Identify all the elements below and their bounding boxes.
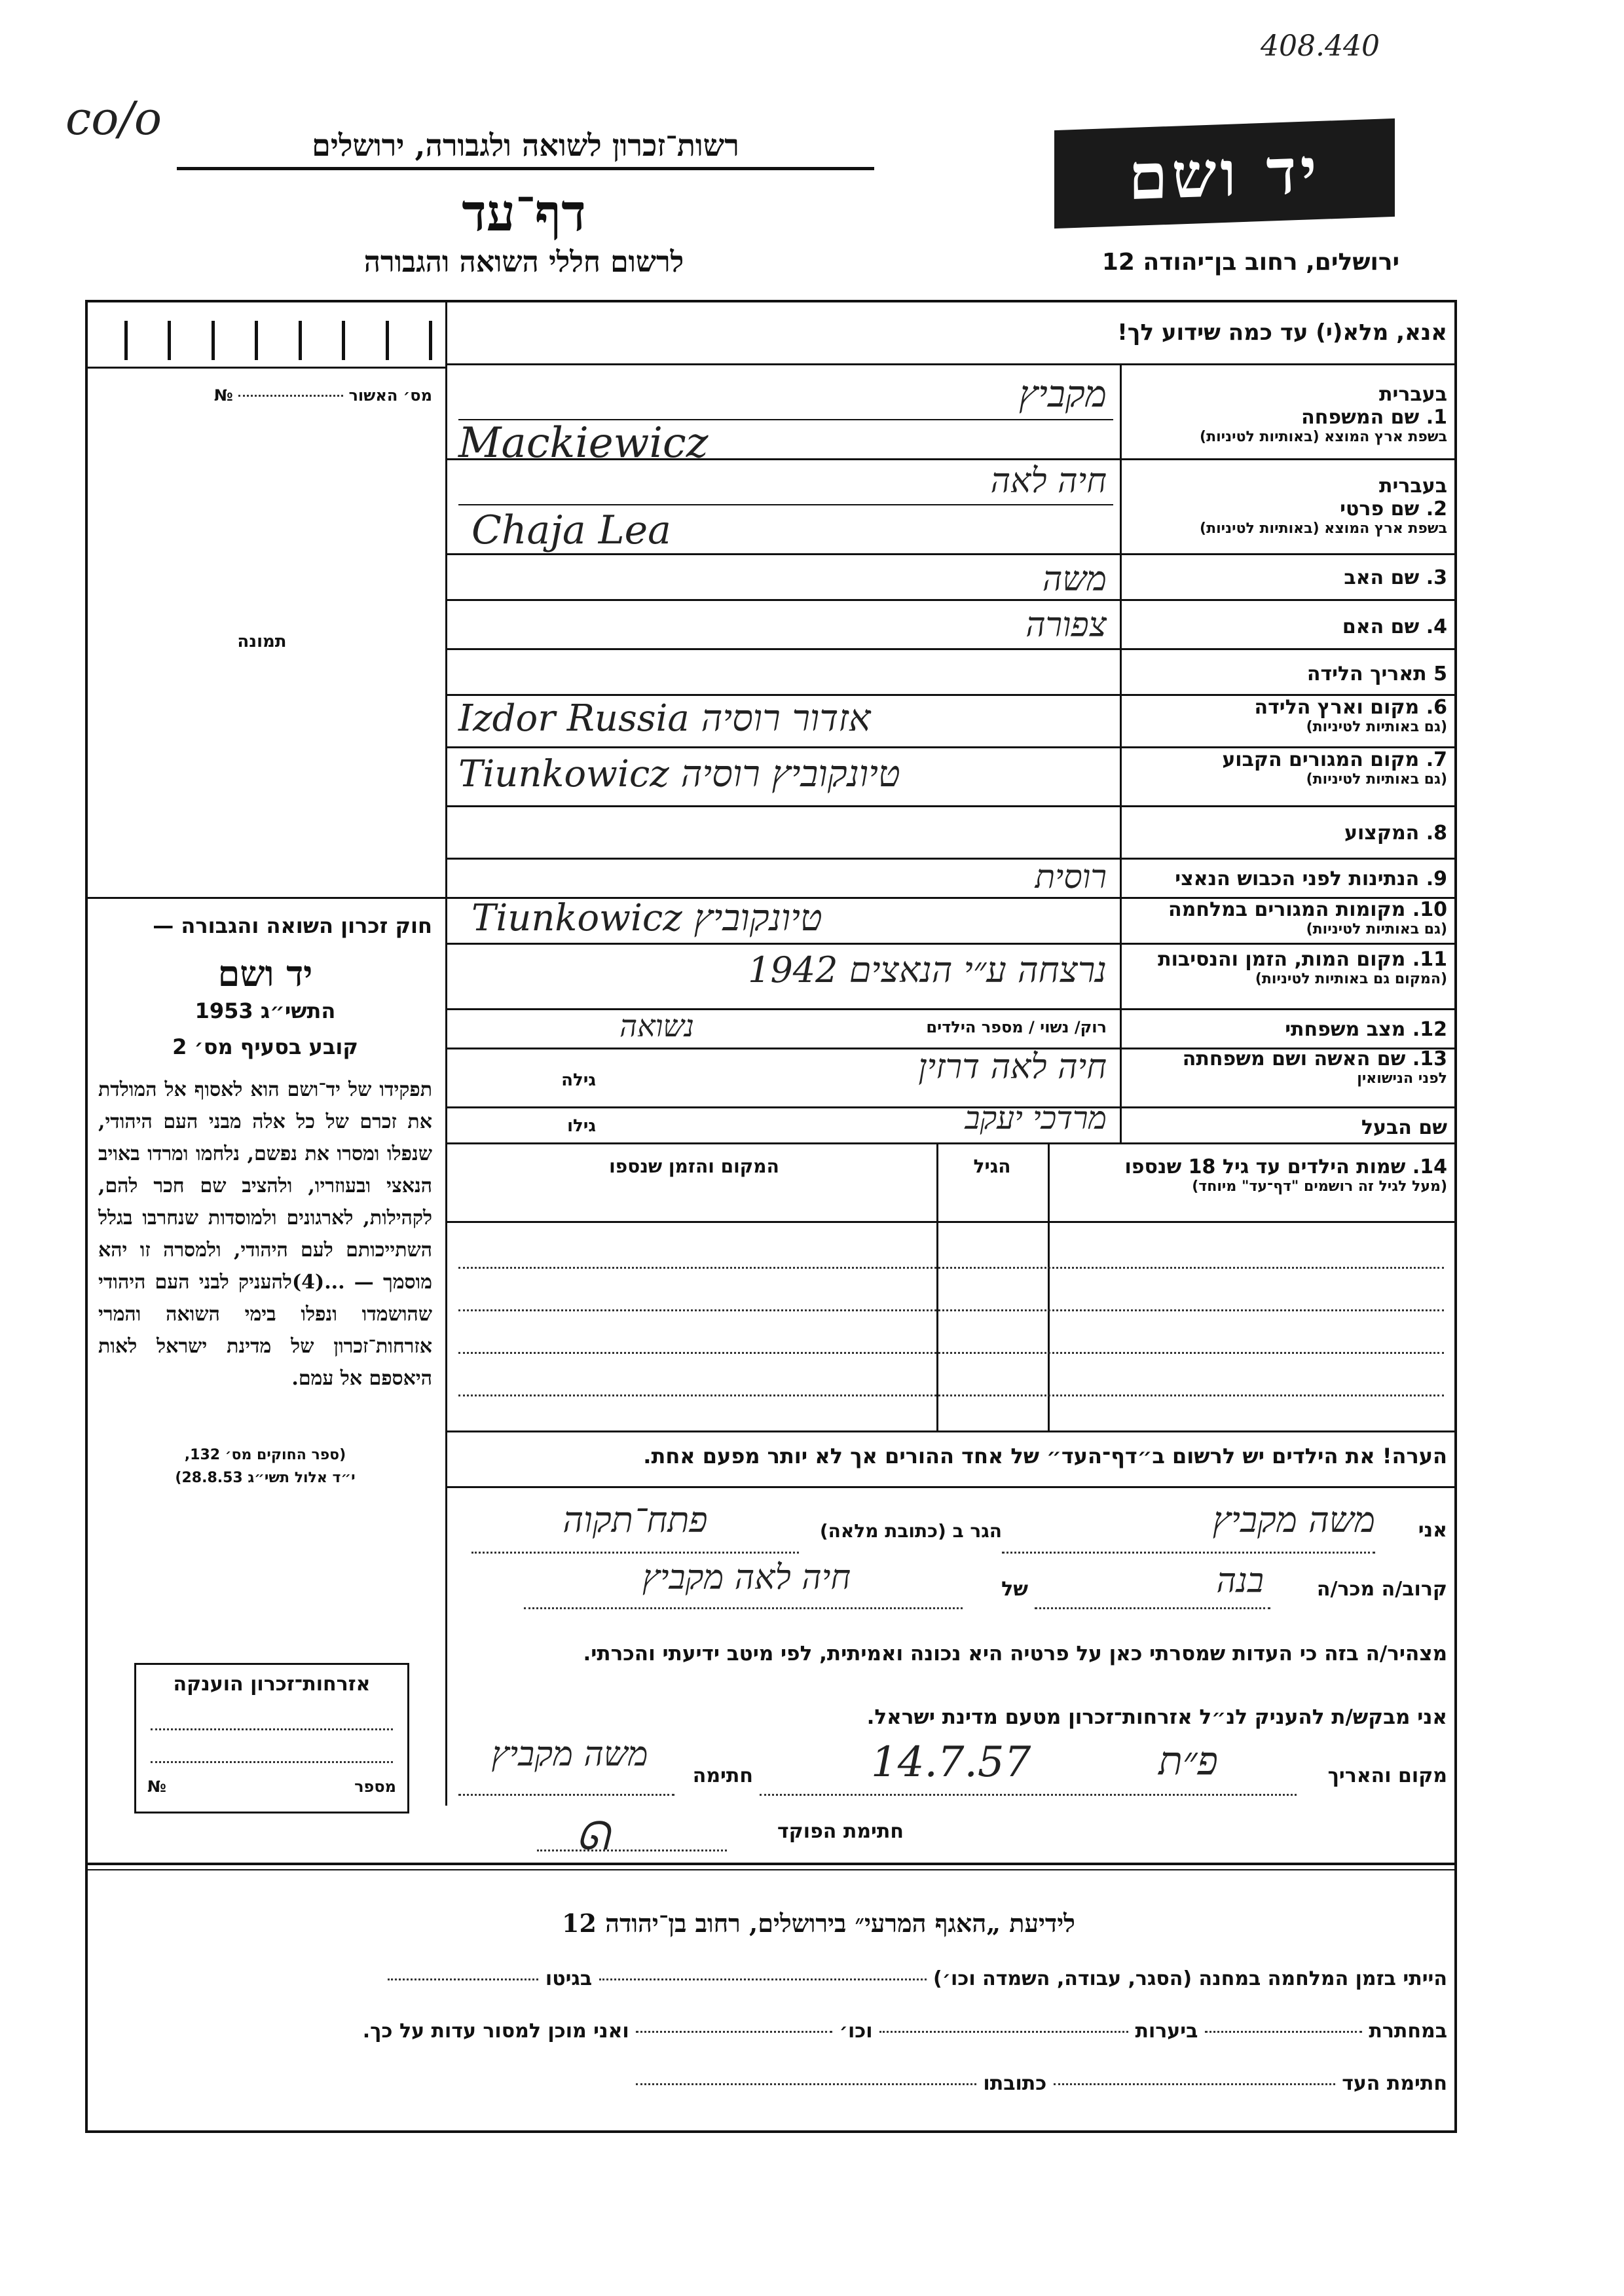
field-birth-place-label: 6. מקום וארץ הלידה (גם באותיות לטיניות) xyxy=(1254,696,1447,735)
official-signature-mark: ᘏ xyxy=(576,1813,609,1859)
official-signature-label: חתימת הפוקד xyxy=(777,1820,904,1843)
header-address: ירושלים, רחוב בן־יהודה 12 xyxy=(1101,249,1400,276)
field-marital-status-label: 12. מצב משפחתי xyxy=(1285,1018,1447,1041)
remark: הערה! את הילדים יש לרשום ב״דף־העד״ של אחד ההורים אך לא יותר מפעם אחת. xyxy=(643,1444,1447,1468)
field-war-residence-label: 10. מקומות המגורים במלחמה (גם באותיות לטיניות) xyxy=(1168,898,1447,938)
signature-label: חתימה xyxy=(692,1764,753,1787)
request-text: אני מבקש/ת להעניק לנ״ל אזרחות־זכרון מטעם מדינת ישראל. xyxy=(866,1705,1447,1729)
field-father-name-label: 3. שם האב xyxy=(1344,566,1447,589)
field-husband-name-label: שם הבעל xyxy=(1361,1116,1447,1139)
footer-title: לידיעת „האגף המרעי״ בירושלים, רחוב בן־יהודה 12 xyxy=(562,1908,1075,1938)
declarant-relation-label: קרוב/ה מכר/ה xyxy=(1316,1578,1447,1601)
field-first-name-latin: Chaja Lea xyxy=(471,507,671,553)
form-subtitle: לרשום חללי השואה והגבורה xyxy=(363,246,684,279)
law-title: חוק זכרון השואה והגבורה — xyxy=(153,913,432,938)
field-wife-name-label: 13. שם האשה ושם משפחתה לפני הנישואין xyxy=(1182,1048,1447,1087)
field-profession-label: 8. המקצוע xyxy=(1344,822,1447,845)
field-mother-name-label: 4. שם האם xyxy=(1342,615,1447,638)
signature-value: משה מקביץ xyxy=(491,1735,648,1774)
law-name: יד ושם xyxy=(217,953,313,994)
field-death-value: נרצחה ע״י הנאצים 1942 xyxy=(748,949,1107,991)
field-birth-date-label: 5 תאריך הלידה xyxy=(1306,663,1447,685)
field-first-name-label: בעברית 2. שם פרטי בשפת ארץ המוצא (באותיות לטיניות) xyxy=(1200,475,1447,537)
declarant-address-value: פתח־תקוה xyxy=(563,1499,708,1540)
field-residence-value: Tiunkowicz טיונקוביץ רוסיה xyxy=(458,753,900,795)
logo-text: יד ושם xyxy=(1128,133,1321,214)
children-col-age: הגיל xyxy=(973,1156,1011,1177)
law-section: קובע בסעיף מס׳ 2 xyxy=(172,1034,358,1059)
instructions: אנא, מלא(י) עד כמה שידוע לך! xyxy=(1117,319,1447,346)
field-wife-name-value: חיה לאה דרזין xyxy=(918,1048,1107,1087)
footer-line-3: חתימת העד כתובתו xyxy=(98,2072,1447,2095)
law-reference-2: י״ד אלול תשי״ג 28.8.53) xyxy=(175,1470,356,1486)
declarant-name-value: משה מקביץ xyxy=(1212,1499,1375,1540)
declarant-of-value: חיה לאה מקביץ xyxy=(642,1558,851,1597)
place-date-label: מקום והאריך xyxy=(1327,1764,1447,1787)
field-citizenship-value: רוסית xyxy=(1035,858,1107,896)
law-year: התשי״ג 1953 xyxy=(194,998,336,1023)
citizenship-box-number-row: № מספר xyxy=(147,1777,396,1796)
field-father-name-value: משה xyxy=(1042,560,1107,599)
archive-number: 408.440 xyxy=(1261,29,1380,63)
law-reference-1: (ספר החוקים מס׳ 132, xyxy=(184,1447,346,1463)
field-husband-age-label: גילו xyxy=(567,1116,596,1136)
footer-line-1: הייתי בזמן המלחמה במחנה (הסגר, עבודה, השמדה וכו׳) בגיטו xyxy=(98,1967,1447,1990)
field-mother-name-value: צפורה xyxy=(1025,606,1107,645)
children-header-label: 14. שמות הילדים עד גיל 18 שנספו (מעל לגיל זה רושמים "דף־עד" מיוחד) xyxy=(1124,1156,1447,1195)
footer-line-2: במחתרת ביערות וכו׳ ואני מוכן למסור עדות על כך. xyxy=(362,2020,1447,2043)
field-family-name-label: בעברית 1. שם המשפחה בשפת ארץ המוצא (באותיות לטיניות) xyxy=(1200,383,1447,445)
declarant-of-label: של xyxy=(1001,1578,1028,1601)
yad-vashem-logo xyxy=(1054,118,1395,228)
field-family-name-hebrew: מקביץ xyxy=(1018,373,1107,416)
photo-label: תמונה xyxy=(237,632,287,651)
children-col-place: המקום והזמן שנספו xyxy=(609,1156,779,1177)
field-war-residence-value: Tiunkowicz טיונקוביץ xyxy=(471,897,822,939)
declarant-relation-value: בנה xyxy=(1216,1561,1264,1601)
declaration-text: מצהיר/ה בזה כי העדות שמסרתי כאן על פרטיה היא נכונה ואמיתית, לפי מיטב ידיעתי והכרתי. xyxy=(583,1642,1447,1666)
field-birth-place-value: Izdor Russia אזדור רוסיה xyxy=(458,697,871,740)
place-value: פ״ת xyxy=(1158,1738,1218,1784)
file-number-ticks xyxy=(124,321,432,360)
citizenship-box-title: אזרחות־זכרון הוענקה xyxy=(173,1673,371,1696)
corner-mark: co/o xyxy=(65,92,162,145)
form-title: דף־עד xyxy=(462,183,586,243)
field-first-name-hebrew: חיה לאה xyxy=(990,462,1107,501)
field-death-label: 11. מקום המות, הזמן והנסיבות (המקום גם באותיות לטיניות) xyxy=(1158,948,1447,987)
field-citizenship-label: 9. הנתינות לפני הכבוש הנאצי xyxy=(1175,867,1447,890)
file-number-label: מס׳ האשור № xyxy=(213,386,432,405)
field-husband-name-value: מרדכי יעקב xyxy=(965,1100,1107,1137)
field-residence-label: 7. מקום המגורים הקבוע (גם באותיות לטיניות) xyxy=(1222,748,1447,788)
field-marital-options: רוק/ נשוי / מספר הילדים xyxy=(926,1018,1107,1036)
field-wife-age-label: גילה xyxy=(561,1070,596,1090)
authority-title: רשות־זכרון לשואה ולגבורה, ירושלים xyxy=(177,128,874,170)
field-marital-status-value: נשואה xyxy=(619,1008,694,1044)
law-text: תפקידו של יד־ושם הוא לאסוף אל המולדת את זכרם של כל אלה מבני העם היהודי, שנפלו ומסרו את נפשם, נלחמו ומרדו באויב הנאצי ובעוזריו, ולהציב שם חכר להם, לקהילות, לארגונים ולמוסדות שנחרבו בגלל השתייכותם לעם היהודי, ולמסרה זו יהא מוסמך — ...(4)להעניק לבני העם היהודי שהושמדו ונפלו בימי השואה והמרי אזרחות־זכרון של מדינת ישראל לאות היאספם אל עמם. xyxy=(98,1078,432,1390)
declarant-address-label: הגר ב (כתובת מלאה) xyxy=(819,1520,1002,1542)
declarant-i-label: אני xyxy=(1418,1519,1447,1542)
date-value: 14.7.57 xyxy=(871,1738,1031,1787)
field-family-name-latin: Mackiewicz xyxy=(458,419,709,467)
